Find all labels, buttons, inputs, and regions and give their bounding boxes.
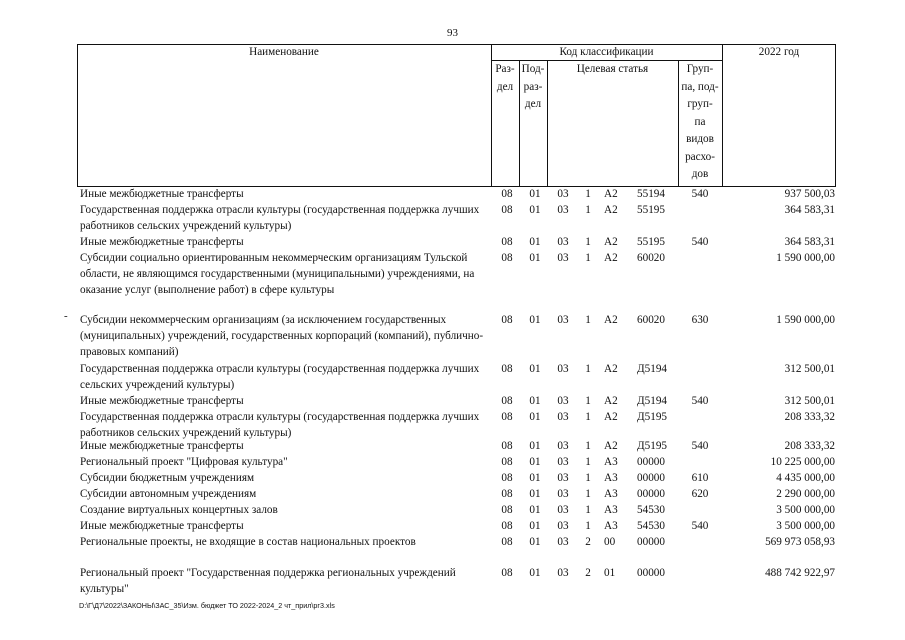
row-target-program: 03 — [557, 504, 569, 516]
row-target-direction: 00000 — [637, 567, 665, 579]
row-podrazdel: 01 — [529, 314, 541, 326]
row-amount: 488 742 922,97 — [765, 567, 835, 579]
row-name: Региональный проект "Цифровая культура" — [80, 456, 288, 468]
row-podrazdel: 01 — [529, 488, 541, 500]
row-amount: 364 583,31 — [784, 204, 835, 216]
row-target-project: А3 — [604, 504, 618, 516]
row-target-program: 03 — [557, 236, 569, 248]
row-podrazdel: 01 — [529, 188, 541, 200]
row-podrazdel: 01 — [529, 395, 541, 407]
row-razdel: 08 — [501, 411, 513, 423]
row-target-program: 03 — [557, 252, 569, 264]
row-target-type: 1 — [585, 488, 591, 500]
row-target-program: 03 — [557, 363, 569, 375]
row-group: 610 — [691, 472, 709, 484]
row-amount: 3 500 000,00 — [776, 504, 835, 516]
row-group: 630 — [691, 314, 709, 326]
row-target-project: 00 — [604, 536, 616, 548]
row-name: Региональный проект "Государственная поддержка региональных учреждений культуры" — [80, 567, 456, 595]
row-razdel: 08 — [501, 472, 513, 484]
row-target-type: 1 — [585, 363, 591, 375]
row-amount: 4 435 000,00 — [776, 472, 835, 484]
row-amount: 1 590 000,00 — [776, 252, 835, 264]
row-target-type: 1 — [585, 440, 591, 452]
row-target-project: А2 — [604, 363, 618, 375]
row-name: Государственная поддержка отрасли культуры (государственная поддержка лучших работников сельских учреждений культуры) — [80, 411, 480, 439]
row-target-direction: Д5194 — [637, 395, 668, 407]
row-target-program: 03 — [557, 411, 569, 423]
row-razdel: 08 — [501, 363, 513, 375]
row-target-type: 1 — [585, 314, 591, 326]
row-target-project: А2 — [604, 188, 618, 200]
row-name: Государственная поддержка отрасли культуры (государственная поддержка лучших сельских учреждений культуры) — [80, 363, 480, 391]
row-target-project: А2 — [604, 411, 618, 423]
row-target-project: А2 — [604, 314, 618, 326]
row-razdel: 08 — [501, 567, 513, 579]
row-target-direction: 55194 — [637, 188, 665, 200]
header-classification: Код классификации — [559, 46, 654, 58]
row-target-program: 03 — [557, 440, 569, 452]
row-razdel: 08 — [501, 504, 513, 516]
row-target-project: А3 — [604, 520, 618, 532]
header-razdel: Раз- дел — [495, 63, 515, 93]
row-group: 540 — [691, 440, 709, 452]
row-podrazdel: 01 — [529, 363, 541, 375]
row-target-project: 01 — [604, 567, 616, 579]
row-target-direction: 54530 — [637, 520, 665, 532]
row-target-project: А2 — [604, 236, 618, 248]
row-target-project: А2 — [604, 440, 618, 452]
row-group: 540 — [691, 236, 709, 248]
header-podrazdel: Под- раз- дел — [521, 63, 545, 110]
row-target-type: 1 — [585, 252, 591, 264]
row-target-type: 1 — [585, 236, 591, 248]
row-target-type: 1 — [585, 520, 591, 532]
header-divider — [722, 44, 723, 187]
row-razdel: 08 — [501, 440, 513, 452]
row-podrazdel: 01 — [529, 456, 541, 468]
row-podrazdel: 01 — [529, 536, 541, 548]
row-target-type: 1 — [585, 188, 591, 200]
row-name: Субсидии некоммерческим организациям (за исключением государственных (муниципальных) учреждений, государственных корпораций (компаний), публично-правовых компаний) — [80, 314, 484, 358]
row-name: Региональные проекты, не входящие в состав национальных проектов — [80, 536, 416, 548]
row-target-program: 03 — [557, 204, 569, 216]
row-target-project: А2 — [604, 395, 618, 407]
margin-mark: - — [64, 310, 68, 322]
row-target-project: А3 — [604, 472, 618, 484]
row-amount: 312 500,01 — [784, 395, 835, 407]
row-podrazdel: 01 — [529, 504, 541, 516]
row-razdel: 08 — [501, 188, 513, 200]
row-podrazdel: 01 — [529, 567, 541, 579]
header-divider — [547, 60, 548, 187]
row-amount: 208 333,32 — [784, 411, 835, 423]
row-razdel: 08 — [501, 252, 513, 264]
row-target-program: 03 — [557, 314, 569, 326]
row-razdel: 08 — [501, 536, 513, 548]
row-target-project: А3 — [604, 488, 618, 500]
header-group: Груп- па, под- груп- па видов расхо- дов — [681, 63, 719, 180]
row-target-program: 03 — [557, 395, 569, 407]
header-name: Наименование — [249, 46, 319, 58]
row-name: Создание виртуальных концертных залов — [80, 504, 278, 516]
row-target-program: 03 — [557, 472, 569, 484]
row-amount: 364 583,31 — [784, 236, 835, 248]
row-target-direction: 00000 — [637, 488, 665, 500]
row-podrazdel: 01 — [529, 411, 541, 423]
row-razdel: 08 — [501, 314, 513, 326]
row-target-program: 03 — [557, 567, 569, 579]
row-target-direction: 00000 — [637, 456, 665, 468]
row-target-type: 1 — [585, 395, 591, 407]
row-target-program: 03 — [557, 488, 569, 500]
row-razdel: 08 — [501, 236, 513, 248]
footer-path: D:\Г\Д7\2022\ЗАКОНЫ\ЗАС_35\Изм. бюджет ТО 2022-2024_2 чт_прил\рг3.xls — [79, 601, 335, 610]
row-razdel: 08 — [501, 395, 513, 407]
row-target-type: 1 — [585, 504, 591, 516]
row-target-type: 1 — [585, 472, 591, 484]
row-target-direction: 55195 — [637, 236, 665, 248]
row-group: 540 — [691, 395, 709, 407]
row-razdel: 08 — [501, 204, 513, 216]
header-year: 2022 год — [758, 46, 800, 58]
row-podrazdel: 01 — [529, 204, 541, 216]
row-name: Иные межбюджетные трансферты — [80, 440, 244, 452]
row-amount: 569 973 058,93 — [765, 536, 835, 548]
row-razdel: 08 — [501, 488, 513, 500]
row-target-type: 1 — [585, 411, 591, 423]
row-target-type: 2 — [585, 567, 591, 579]
row-target-program: 03 — [557, 456, 569, 468]
row-target-project: А2 — [604, 204, 618, 216]
row-podrazdel: 01 — [529, 472, 541, 484]
row-name: Субсидии социально ориентированным некоммерческим организациям Тульской области, не являющимся государственными (муниципальными) учреждениями, на оказание услуг (выполнение работ) в сфере культуры — [80, 252, 475, 296]
row-amount: 3 500 000,00 — [776, 520, 835, 532]
row-razdel: 08 — [501, 456, 513, 468]
row-target-project: А3 — [604, 456, 618, 468]
page-number: 93 — [447, 27, 458, 39]
row-target-direction: Д5194 — [637, 363, 668, 375]
row-target-direction: 55195 — [637, 204, 665, 216]
row-group: 540 — [691, 520, 709, 532]
row-target-type: 2 — [585, 536, 591, 548]
row-name: Субсидии бюджетным учреждениям — [80, 472, 255, 484]
row-razdel: 08 — [501, 520, 513, 532]
row-target-program: 03 — [557, 536, 569, 548]
row-target-direction: Д5195 — [637, 440, 668, 452]
row-podrazdel: 01 — [529, 236, 541, 248]
row-name: Иные межбюджетные трансферты — [80, 188, 244, 200]
row-podrazdel: 01 — [529, 440, 541, 452]
row-name: Государственная поддержка отрасли культуры (государственная поддержка лучших работников сельских учреждений культуры) — [80, 204, 480, 232]
row-name: Иные межбюджетные трансферты — [80, 395, 244, 407]
row-amount: 2 290 000,00 — [776, 488, 835, 500]
row-target-program: 03 — [557, 520, 569, 532]
table-header — [77, 44, 836, 187]
row-target-direction: 60020 — [637, 314, 665, 326]
row-target-direction: Д5195 — [637, 411, 668, 423]
row-target-project: А2 — [604, 252, 618, 264]
row-amount: 312 500,01 — [784, 363, 835, 375]
row-target-direction: 60020 — [637, 252, 665, 264]
row-name: Иные межбюджетные трансферты — [80, 236, 244, 248]
row-amount: 208 333,32 — [784, 440, 835, 452]
row-group: 540 — [691, 188, 709, 200]
row-target-type: 1 — [585, 456, 591, 468]
row-amount: 10 225 000,00 — [770, 456, 835, 468]
row-podrazdel: 01 — [529, 252, 541, 264]
row-group: 620 — [691, 488, 709, 500]
row-target-type: 1 — [585, 204, 591, 216]
row-target-program: 03 — [557, 188, 569, 200]
row-podrazdel: 01 — [529, 520, 541, 532]
row-amount: 1 590 000,00 — [776, 314, 835, 326]
header-target: Целевая статья — [576, 63, 649, 75]
row-name: Субсидии автономным учреждениям — [80, 488, 257, 500]
row-target-direction: 54530 — [637, 504, 665, 516]
row-amount: 937 500,03 — [784, 188, 835, 200]
row-target-direction: 00000 — [637, 472, 665, 484]
row-target-direction: 00000 — [637, 536, 665, 548]
row-name: Иные межбюджетные трансферты — [80, 520, 244, 532]
